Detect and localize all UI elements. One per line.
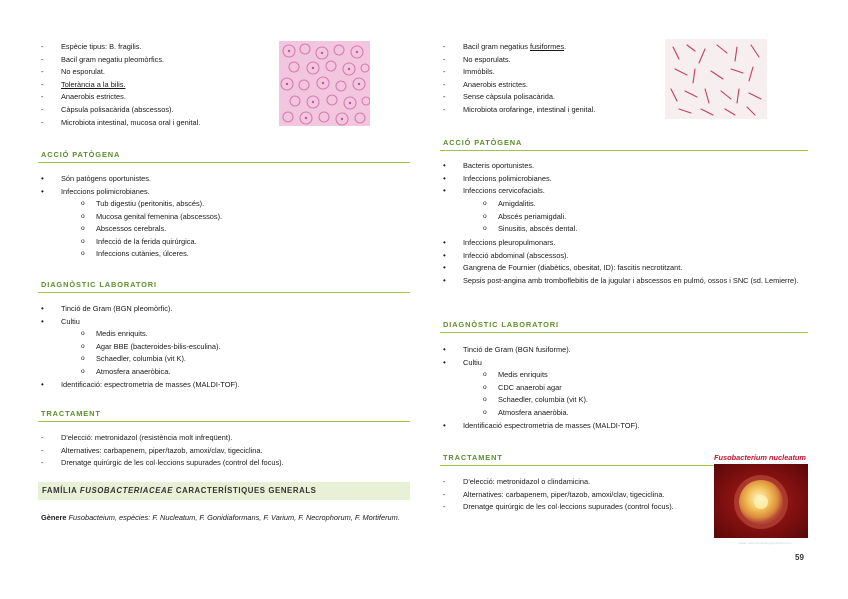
diagnostic-list-end (38, 379, 240, 392)
list-item: • Identificació espectrometria de masses (MALDI-TOF). (440, 420, 639, 433)
list-item: o Infecció de la ferida quirúrgica. (38, 236, 222, 249)
list-item: - Càpsula polisacàrida (abscessos). (38, 104, 200, 117)
list-item: • Identificació: espectrometria de masses (MALDI-TOF). (38, 379, 240, 392)
list-item: • Infeccions cervicofacials. (440, 185, 552, 198)
histology-micrograph (279, 41, 370, 126)
list-item: - Bacil gram negatius fusiformes. (440, 41, 595, 54)
list-item: - Microbiota orofaringe, intestinal i genital. (440, 104, 595, 117)
fusobacterium-properties (440, 41, 595, 117)
family-heading: FAMÍLIA FUSOBACTERIACEAE CARACTERÍSTIQUES GENERALS (38, 482, 410, 500)
list-item: • Tinció de Gram (BGN fusiforme). (440, 344, 571, 357)
list-item: • Infecció abdominal (abscessos). (440, 250, 808, 263)
list-item: - No esporulat. (38, 66, 200, 79)
accio-list-b (440, 237, 808, 287)
page-number: 59 (795, 553, 804, 562)
list-item: - Bacil gram negatiu pleomòrfics. (38, 54, 200, 67)
genus-description: Gènere Fusobacteium, espècies: F. Nucleatum, F. Gonidiaformans, F. Varium, F. Necrophorum, F. Mortiferum. (41, 513, 400, 522)
list-item: o Medis enriquits. (38, 328, 220, 341)
list-item: • Són patògens oportunistes. (38, 173, 151, 186)
diagnostic-list (440, 344, 571, 369)
list-item: o Atmosfera anaeròbica. (38, 366, 220, 379)
accio-list-a (440, 160, 552, 198)
accio-sublist (38, 198, 222, 261)
list-item: - Tolerància a la bilis. (38, 79, 200, 92)
list-item: - Alternatives: carbapenem, piper/tazob, amoxi/clav, tigeciclina. (440, 489, 674, 502)
list-item: - Alternatives: carbapenem, piper/tazob, amoxi/clav, tigeciclina. (38, 445, 284, 458)
list-item: - No esporulats. (440, 54, 595, 67)
list-item: - Espècie tipus: B. fragilis. (38, 41, 200, 54)
diagnostic-list-end (440, 420, 639, 433)
gram-stain-image (665, 39, 767, 119)
bacteroides-properties (38, 41, 200, 129)
list-item: - D'elecció: metronidazol o clindamicina. (440, 476, 674, 489)
image-credit: Image: www.microbiologyinpictures.com (738, 541, 792, 545)
list-item: o Sinusitis, abscés dental. (440, 223, 577, 236)
list-item: o Schaedler, columbia (vit K). (38, 353, 220, 366)
list-item: o CDC anaerobi agar (440, 382, 588, 395)
list-item: • Cultiu (38, 316, 172, 329)
list-item: • Infeccions polimicrobianes. (38, 186, 151, 199)
diagnostic-sublist (440, 369, 588, 419)
image-caption: Fusobacterium nucleatum (714, 453, 806, 462)
list-item: • Infeccions pleuropulmonars. (440, 237, 808, 250)
list-item: • Cultiu (440, 357, 571, 370)
accio-sublist (440, 198, 577, 236)
list-item: - Microbiota intestinal, mucosa oral i genital. (38, 117, 200, 130)
list-item: o Schaedler, columbia (vit K). (440, 394, 588, 407)
list-item: o Abscessos cerebrals. (38, 223, 222, 236)
list-item: • Sepsis post-angina amb tromboflebitis de la jugular i abscessos en pulmó, ossos i SNC (sd. Lemierre). (440, 275, 808, 288)
list-item: o Mucosa genital femenina (abscessos). (38, 211, 222, 224)
list-item: o Tub digestiu (peritonitis, abscés). (38, 198, 222, 211)
list-item: o Medis enriquits (440, 369, 588, 382)
tractament-list (38, 432, 284, 470)
list-item: o Amigdalitis. (440, 198, 577, 211)
list-item: o Agar BBE (bacteroides-bilis-esculina). (38, 341, 220, 354)
list-item: - Drenatge quirúrgic de les col·leccions supurades (control focus). (440, 501, 674, 514)
list-item: • Infeccions polimicrobianes. (440, 173, 552, 186)
diagnostic-sublist (38, 328, 220, 378)
list-item: • Gangrena de Fournier (diabètics, obesitat, ID): fascitis necrotitzant. (440, 262, 808, 275)
diagnostic-list (38, 303, 172, 328)
list-item: - Sense càpsula polisacàrida. (440, 91, 595, 104)
list-item: - Immòbils. (440, 66, 595, 79)
accio-list (38, 173, 151, 198)
section-heading-tractament: TRACTAMENT (440, 451, 808, 466)
section-heading-accio: ACCIÓ PATÒGENA (38, 148, 410, 163)
list-item: - Drenatge quirúrgic de les col·leccions supurades (control del focus). (38, 457, 284, 470)
section-heading-diagnostic: DIAGNÒSTIC LABORATORI (440, 318, 808, 333)
list-item: o Atmosfera anaeròbia. (440, 407, 588, 420)
tractament-list (440, 476, 674, 514)
list-item: o Abscés periamigdali. (440, 211, 577, 224)
section-heading-accio: ACCIÓ PATÒGENA (440, 136, 808, 151)
list-item: - Anaerobis estrictes. (440, 79, 595, 92)
list-item: o Infeccions cutànies, úlceres. (38, 248, 222, 261)
section-heading-tractament: TRACTAMENT (38, 407, 410, 422)
list-item: • Bacteris oportunistes. (440, 160, 552, 173)
list-item: - Anaerobis estrictes. (38, 91, 200, 104)
section-heading-diagnostic: DIAGNÒSTIC LABORATORI (38, 278, 410, 293)
list-item: • Tinció de Gram (BGN pleomòrfic). (38, 303, 172, 316)
list-item: - D'elecció: metronidazol (resistència molt infreqüent). (38, 432, 284, 445)
colony-culture-image (714, 464, 808, 538)
